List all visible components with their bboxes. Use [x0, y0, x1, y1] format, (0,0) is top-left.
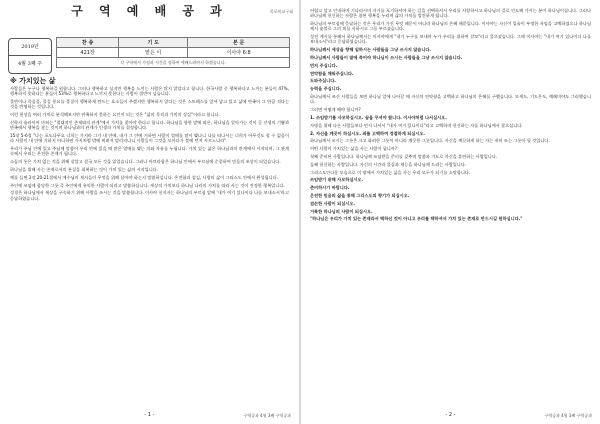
bold-line: "하나님은 우리가 가치 있는 존재라서 택하신 것이 아니고 우리를 택하셔서 가치 있는 존재로 만드시길 원하십니다.": [310, 216, 523, 222]
prayer-value: 맡은 이: [119, 48, 188, 58]
paragraph: 첫째 준비된 사람입니다. 하나님께 쓰임받을 준비를 갖추며 말씀과 기도로 자신을 훈련하는 사람입니다.: [310, 153, 498, 159]
section-heading: ※ 가치있는 삶: [10, 77, 56, 85]
paragraph: 이런 현상을 여러 가치로 분석해보지만 만족하지 못하는 요인이 되는 것은 "삶의 목적과 가치의 상실"이라고 합니다.: [10, 112, 220, 118]
paragraph: 우리가 주님 안에 있고 주님께 말씀이 우리 안에 있을 때 많은 열매를 맺는 의와 자유를 누립니다. 가치 있는 삶은 하나님과의 관계에서 시작되며, 그 관계 속에서 우리는 온전한 존재가 됩니다.: [10, 146, 289, 157]
bold-line: 하나님께서 사람들이 말에 죽어야 하나님이 쓰시는 사람들을 그냥 쓰시지 않습니다.: [310, 55, 463, 61]
paragraph: 어떤 사람이 가치있는 삶을 사는 사람이 됩니까?: [310, 146, 398, 152]
page2-footer: [301, 412, 600, 422]
emphasis-block: [310, 47, 591, 91]
bold-line: 겸손한 사람이 되십시오.: [310, 200, 355, 206]
footer-tag: 구역공과 4월 3째 구역공과: [544, 413, 592, 418]
organization-label: 목포북교구회: [269, 9, 293, 14]
paragraph: 하나님의 부르심에 응답하는 것은 우리가 가진 무엇 때문이 아니라 하나님의 은혜 때문입니다. 이사야는 자신이 입술이 부정한 자임을 고백하였으나 하나님께서 숯불로 그의 죄를 사하시고 그를 부르셨습니다.: [310, 21, 591, 32]
paragraph: 신학자 슐라이어 마허는 "절대적인 존재와의 관계"에서 가치를 찾아야 한다고 합니다. 하나님을 향한 말에 따른, 하나님을 알아가는 것이 곧 인생의 기쁨과 만족에서 행복을 찾는 것이며 하나님과의 관계가 인생의 가치를 결정합니다.: [10, 119, 289, 131]
footer-tag: 구역공과 4월 3째 구역공과: [243, 413, 291, 418]
paragraph: 15장 5-6절 "나는 포도나무요 너희는 가지라 그가 내 안에, 내가 그 안에 거하면 사람이 열매를 많이 맺나니 나를 떠나서는 너희가 아무것도 할 수 없음이라 사람이 내 안에 거하지 아니하면 가지처럼 밖에 버려져 말라지나니 사람들이 그것을 모아다가 불에 던져 사르느니라": [10, 133, 289, 144]
header-prayer: 기 도: [119, 38, 188, 48]
bold-line: 능력을 주십니다.: [310, 86, 342, 92]
bold-line: 하나님께서 세상을 향해 일하시는 사람들을 그냥 쓰시지 않습니다.: [310, 47, 432, 53]
paragraph: 물만이나 죽음을, 물질 풍요를 물질이 행복하게 만드는 요소들이 주겠지만 행복하지 않다는 것은 스트레스를 앞서 낳고 있고 삶에 만족이 그 만큼 적다는 것을 반영하는 것입니다.: [10, 99, 289, 110]
document-title: 구 역 예 배 공 과: [71, 4, 228, 18]
order-note: 각 구역에서 가정과 시간을 정하여 예배드려야지 하겠습니다.: [57, 58, 290, 68]
date-week: 4월 3째 주: [9, 55, 51, 72]
bold-line: 도와주십니다.: [310, 78, 336, 84]
paragraph: 하나님을 위해 사는 존재로서의 본질을 회복하는 것이 가치 있는 삶의 시작입니다.: [10, 167, 159, 173]
bold-line: 거룩한 하나님의 사람이 되십시오.: [310, 208, 373, 214]
paragraph: 사명을 위해 다른 사람들보다 먼저 나서서 "내가 여기 있나이다"라고 고백하며 헌신하는 자를 하나님께서 찾으십니다.: [310, 122, 523, 128]
point-two: 2. 자신을 깨끗이 하십시오. 죄를 고백하여 정결하게 되십시오.: [310, 130, 425, 136]
bold-line: 먼저 주십니다.: [310, 62, 338, 68]
paragraph: 둘째 헌신하는 사람입니다. 자신의 시간과 물질과 재능을 하나님께 드리는 사람입니다.: [310, 161, 467, 167]
header-scripture: 본 문: [188, 38, 290, 48]
page2-body: [310, 8, 591, 224]
page-2: [301, 0, 600, 424]
bold-line: 온전한 믿음의 삶을 통해 그리스도의 향기가 되십시오.: [310, 192, 410, 198]
paragraph: 어렵고 앞고 인내하며 기다리시며 자기를 포기하셔야 하는 길을 선택하셔서 우리를 사랑하시고 하나님의 길로 인도해 가시는 분이 하나님이십니다. 그러나 하나님께 헌신하는 사람은 참된 행복을 누리며 삶의 가치를 발견하게 됩니다.: [310, 8, 591, 19]
closing-emphasis-block: [310, 177, 591, 221]
paragraph: 하나님께서 쓰시는 그릇은 크고 화려한 그릇이 아니라 깨끗한 그릇입니다. 자신을 깨끗하게 하는 자는 귀히 쓰는 그릇이 될 것입니다.: [310, 138, 550, 144]
hymn-value: 421장: [57, 48, 119, 58]
paragraph: 사람들은 누구나 행복하길 원합니다. 그러나 행복하고 싶지만 행복을 느끼는 사람은 많지 않았다고 합니다. 한국사람 중 행복하다고 느끼는 분들이 47%, 행복하지 못하다는 분들이 53%로 행복하다고 느끼지 못한다는 사람이 절반이 넘습니다.: [10, 86, 289, 97]
paragraph: 성경은 하나님께서 세상을 구속하기 위해 사람을 쓰시는 것을 말씀합니다. 이사야 선지자는 하나님의 부르심 앞에 '내가 여기 있나이다 나를 보내소서'라고 응답하였습니다.: [10, 190, 289, 201]
date-box: [8, 38, 52, 74]
paragraph: 성전 계시를 통해서 하나님께서는 이사야에게 "내가 누구를 보내며 누가 우리를 위하여 갈꼬"라고 물으셨습니다. 그때 이사야는 "내가 여기 있나이다 나를 보내소서"라고 응답하였습니다.: [310, 34, 591, 45]
bold-line: 준비하시기 바랍니다.: [310, 185, 350, 191]
scripture-value: 이사야 6:8: [188, 48, 290, 58]
paragraph: 주인에 쓰임에 합당한 그릇 즉 주인에게 유익한 사람이 되라고 말씀하십니다. 세상적 가치보다 하나님 나라의 가치를 따라 사는 것이 진정한 행복입니다.: [10, 182, 285, 188]
page1-body: [10, 86, 289, 204]
page-number: - 2 -: [445, 412, 456, 418]
header-hymn: 찬 송: [57, 38, 119, 48]
paragraph: 예를 들면 2장 20-21절에서 예수님의 제자들이 무엇을 위해 살아야 하는지 말씀하십니다. 온전함과 섬김, 사랑의 삶이 그리스도 안에서 완성됩니다.: [10, 174, 278, 180]
date-year: 2019년: [21, 44, 39, 50]
paragraph: 그러면 어떻게 해야 합니까?: [310, 107, 361, 113]
bold-line: 쓰임받기 위해 사모하십시오.: [310, 177, 364, 183]
worship-order-table: [56, 37, 290, 68]
page-number: - 1 -: [144, 412, 155, 418]
bold-line: 연약함을 채워주십니다.: [310, 70, 354, 76]
paragraph: 그리스도인다운 모습으로 이 땅에서 가치있는 삶을 사는 우리 모두가 되기를 소망합니다.: [310, 169, 471, 175]
paragraph: 소돔의 롯은 가치 없는 것을 위해 살았고 결국 모든 것을 잃었습니다. 그러나 아브라함은 하나님 안에서 부르심에 순종하여 믿음의 조상이 되었습니다.: [10, 159, 281, 165]
point-one: 1. 쓰임받기를 사모하십시오. 꿈을 꾸셔야 합니다. 이사야처럼 나서십시오.: [310, 114, 447, 120]
paragraph: 하나님께서 쓰신 사람들을 보면 하나님 앞에 나아갈 때 자신의 연약함을 고백하고 하나님의 은혜를 구했습니다. 모세도, 기드온도, 예레미야도 그러했습니다.: [310, 94, 591, 105]
page1-footer: [0, 412, 299, 422]
page-1: [0, 0, 299, 424]
